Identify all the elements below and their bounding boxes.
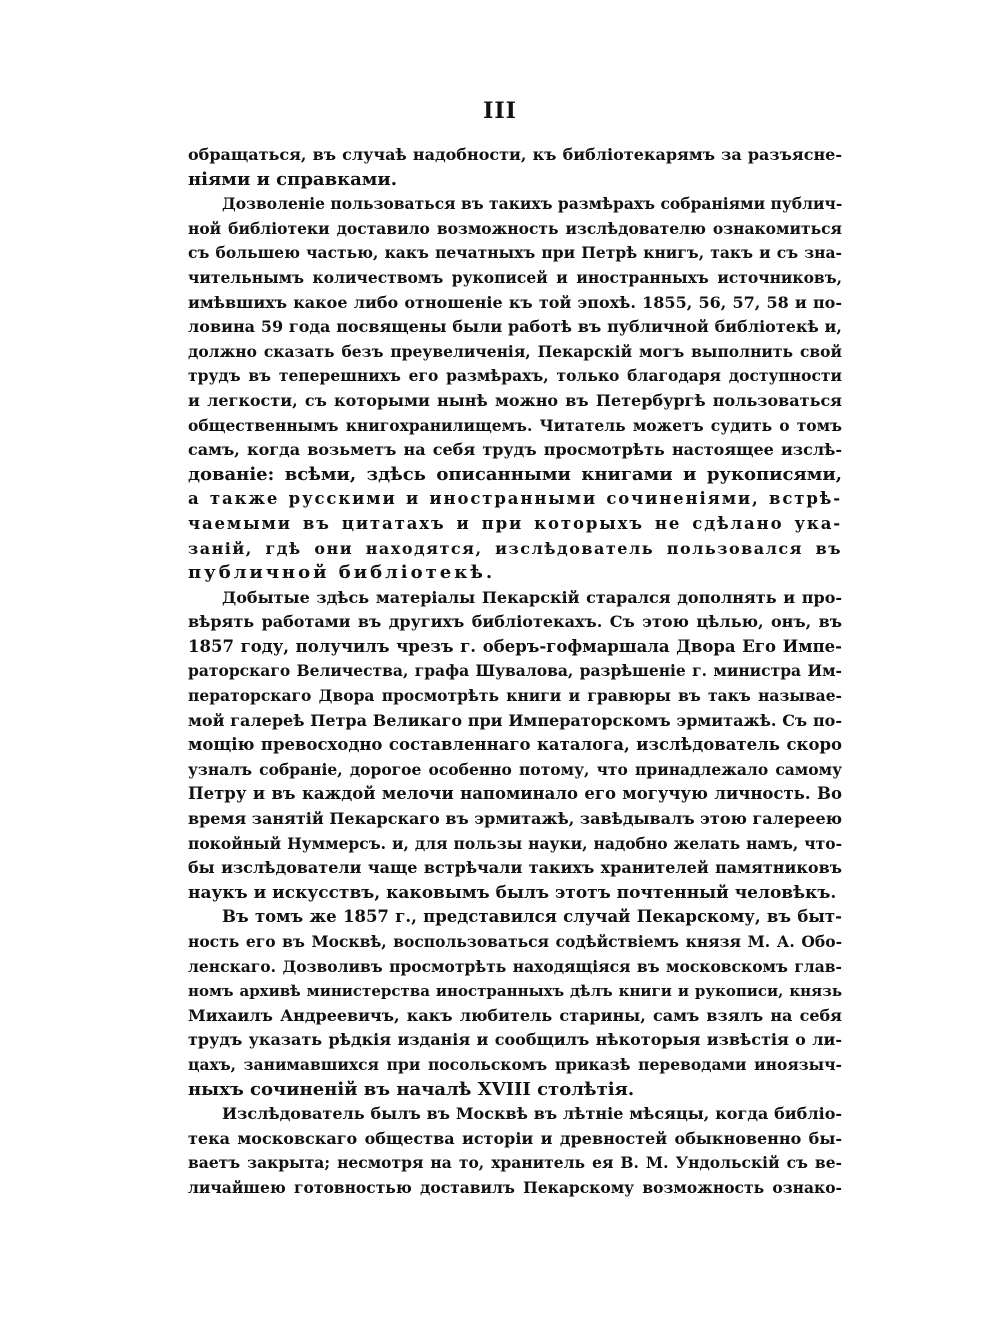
paragraph: [188, 586, 842, 906]
text-line: мощію превосходно составленнаго каталога, изслѣдователь скоро: [188, 735, 842, 755]
text-line: ной библіотеки доставило возможность изслѣдователю ознакомиться: [188, 218, 842, 238]
text-line: цахъ, занимавшихся при посольскомъ приказѣ переводами иноязыч-: [188, 1054, 842, 1074]
text-line: узналъ собраніе, дорогое особенно потому, что принадлежало самому: [188, 759, 842, 779]
text-line: вѣрять работами въ другихъ библіотекахъ. Съ этою цѣлью, онъ, въ: [188, 612, 842, 632]
text-line: Добытые здѣсь матеріалы Пекарскій старался дополнять и про-: [222, 587, 842, 607]
text-line: тека московскаго общества исторіи и древностей обыкновенно бы-: [188, 1128, 842, 1148]
text-line: ператорскаго Двора просмотрѣть книги и гравюры въ такъ называе-: [188, 686, 842, 706]
paragraph: [188, 143, 842, 192]
text-line: ваетъ закрыта; несмотря на то, хранитель ея В. М. Ундольскій съ ве-: [188, 1153, 842, 1173]
text-line: дованіе: всѣми, здѣсь описанными книгами и рукописями,: [188, 463, 842, 485]
paragraph: [188, 905, 842, 1102]
text-line: раторскаго Величества, графа Шувалова, разрѣшеніе г. министра Им-: [188, 661, 842, 681]
paragraph: [188, 192, 842, 586]
text-line: и легкости, съ которыми нынѣ можно въ Петербургѣ пользоваться: [188, 390, 842, 410]
text-line: Петру и въ каждой мелочи напоминало его могучую личность. Во: [188, 784, 842, 804]
text-line: общественнымъ книгохранилищемъ. Читатель можетъ судить о томъ: [188, 415, 842, 435]
text-line: ныхъ сочиненій въ началѣ XVIII столѣтія.: [188, 1078, 635, 1100]
text-line: обращаться, въ случаѣ надобности, къ библіотекарямъ за разъясне-: [188, 145, 842, 164]
text-line: съ большею частью, какъ печатныхъ при Петрѣ книгъ, такъ и съ зна-: [188, 243, 842, 263]
text-line: бы изслѣдователи чаще встрѣчали такихъ хранителей памятниковъ: [188, 858, 842, 878]
text-line: трудъ указать рѣдкія изданія и сообщилъ нѣкоторыя извѣстія о ли-: [188, 1030, 842, 1050]
page-number: III: [483, 98, 517, 124]
text-line: должно сказать безъ преувеличенія, Пекарскій могъ выполнить свой: [188, 341, 842, 361]
text-line: ленскаго. Дозволивъ просмотрѣть находящіяся въ московскомъ глав-: [188, 956, 842, 976]
text-line: чительнымъ количествомъ рукописей и иностранныхъ источниковъ,: [188, 267, 842, 287]
text-line: Въ томъ же 1857 г., представился случай Пекарскому, въ быт-: [222, 907, 842, 927]
text-line: чаемыми въ цитатахъ и при которыхъ не сдѣлано ука-: [188, 513, 842, 533]
text-line: покойный Нуммерсъ. и, для пользы науки, надобно желать намъ, что-: [188, 833, 842, 853]
text-line: самъ, когда возьметъ на себя трудъ просмотрѣть настоящее изслѣ-: [188, 440, 842, 460]
text-line: заній, гдѣ они находятся, изслѣдователь пользовался въ: [188, 538, 842, 558]
text-line: трудъ въ теперешнихъ его размѣрахъ, только благодаря доступности: [188, 366, 842, 386]
text-line: наукъ и искусствъ, каковымъ былъ этотъ почтенный человѣкъ.: [188, 882, 837, 903]
text-line: ніями и справками.: [188, 168, 397, 190]
text-line: мой галереѣ Петра Великаго при Императорскомъ эрмитажѣ. Съ по-: [188, 710, 842, 730]
text-line: 1857 году, получилъ чрезъ г. оберъ-гофмаршала Двора Его Импе-: [188, 636, 842, 656]
text-line: номъ архивѣ министерства иностранныхъ дѣлъ книги и рукописи, князь: [188, 982, 842, 1001]
text-line: ловина 59 года посвящены были работѣ въ публичной библіотекѣ и,: [188, 317, 842, 337]
text-line: личайшею готовностью доставилъ Пекарскому возможность ознако-: [188, 1177, 842, 1197]
text-line: публичной библіотекѣ.: [188, 562, 496, 584]
text-line: Михаилъ Андреевичъ, какъ любитель старины, самъ взялъ на себя: [188, 1005, 842, 1025]
body-text: [188, 143, 842, 1201]
text-line: ность его въ Москвѣ, воспользоваться содѣйствіемъ князя М. А. Обо-: [188, 932, 842, 951]
text-line: Изслѣдователь былъ въ Москвѣ въ лѣтніе мѣсяцы, когда библіо-: [222, 1104, 842, 1124]
paragraph: [188, 1102, 842, 1200]
text-line: Дозволеніе пользоваться въ такихъ размѣрахъ собраніями публич-: [222, 194, 842, 214]
text-line: время занятій Пекарскаго въ эрмитажѣ, завѣдывалъ этою галереею: [188, 809, 842, 829]
text-line: а также русскими и иностранными сочиненіями, встрѣ-: [188, 489, 842, 509]
text-line: имѣвшихъ какое либо отношеніе къ той эпохѣ. 1855, 56, 57, 58 и по-: [188, 292, 842, 312]
